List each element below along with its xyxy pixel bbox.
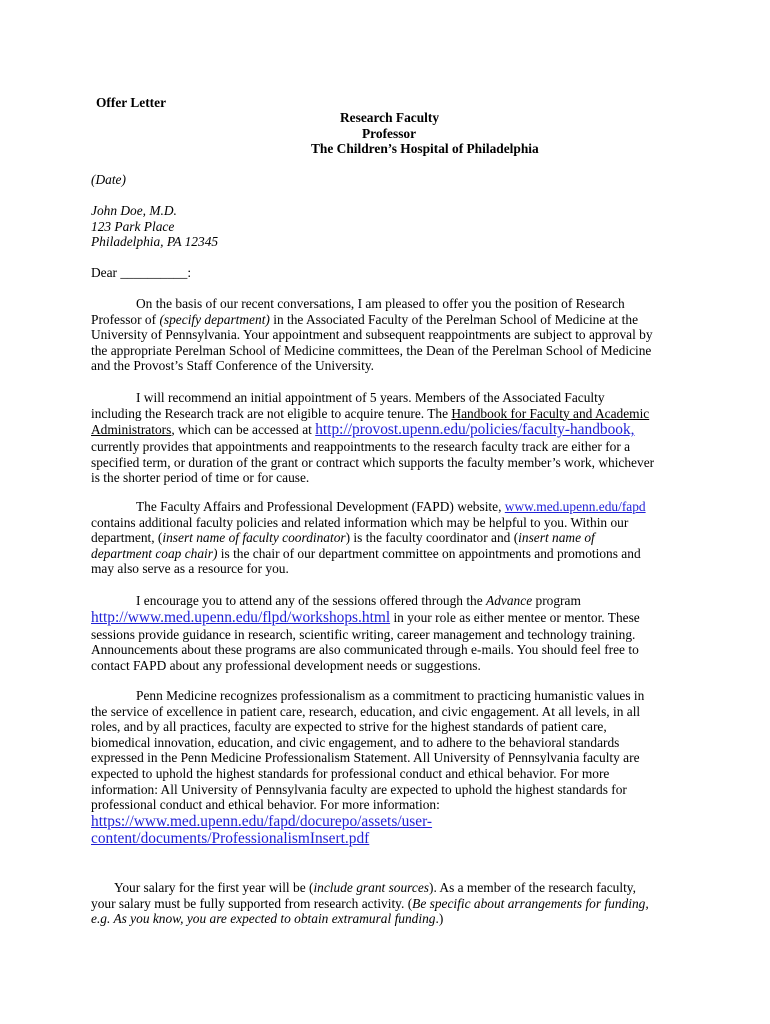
- faculty-coordinator-placeholder: insert name of faculty coordinator: [162, 530, 346, 546]
- paragraph-appointment: [91, 296, 681, 374]
- recipient-name: John Doe, M.D.: [91, 203, 177, 218]
- p3-line1-a: The Faculty Affairs and Professional Development (FAPD) website,: [136, 499, 505, 514]
- professionalism-insert-link-cont[interactable]: content/documents/ProfessionalismInsert.pdf: [91, 830, 370, 848]
- workshops-link[interactable]: http://www.med.upenn.edu/flpd/workshops.html: [91, 608, 391, 626]
- p1-line1: On the basis of our recent conversations, I am pleased to offer you the position of Research: [136, 296, 625, 311]
- p5-line7: information: All University of Pennsylvania faculty are expected to uphold the highest standards for: [91, 781, 627, 797]
- funding-arrangements-placeholder-cont: e.g. As you know, you are expected to obtain extramural funding: [91, 911, 436, 927]
- p2-line1: I will recommend an initial appointment of 5 years. Members of the Associated Faculty: [136, 390, 605, 405]
- paragraph-advance-program: [91, 593, 681, 673]
- p4-line4: Announcements about these programs are also communicated through e-mails. You should feel free to: [91, 642, 639, 658]
- recipient-street: 123 Park Place: [91, 219, 175, 234]
- p2-line6: is the shorter period of time or for cause.: [91, 470, 310, 486]
- p2-line3-b: , which can be accessed at: [171, 422, 316, 438]
- letter-date: (Date): [91, 172, 126, 187]
- p6-line1-c: ). As a member of the research faculty,: [429, 880, 636, 895]
- title-institution: The Children’s Hospital of Philadelphia: [311, 141, 539, 156]
- p1-line2-a: Professor of: [91, 311, 160, 327]
- paragraph-initial-appointment: [91, 390, 681, 486]
- funding-arrangements-placeholder: Be specific about arrangements for funding,: [412, 895, 649, 911]
- p1-line5: and the Provost’s Staff Conference of the University.: [91, 358, 375, 374]
- p5-line1: Penn Medicine recognizes professionalism as a commitment to practicing humanistic values in: [136, 688, 645, 703]
- p5-line6: expected to uphold the highest standards for professional conduct and ethical behavior. For more: [91, 765, 610, 781]
- coap-chair-placeholder: insert name of: [518, 530, 595, 546]
- p5-line2: the service of excellence in patient care, research, education, and civic engagement. At all levels, in all: [91, 703, 641, 719]
- handbook-title-link[interactable]: Handbook for Faculty and Academic: [451, 405, 650, 421]
- p3-line5: may also serve as a resource for you.: [91, 561, 289, 577]
- offer-letter-label: Offer Letter: [96, 95, 167, 110]
- p5-line8: professional conduct and ethical behavior. For more information:: [91, 797, 440, 813]
- advance-program-name: Advance: [486, 593, 533, 608]
- handbook-title-link-cont[interactable]: Administrators: [91, 422, 172, 438]
- p3-line2: contains additional faculty policies and related information which may be helpful to you. Within our: [91, 514, 629, 530]
- p2-line2-a: including the Research track are not eligible to acquire tenure. The: [91, 405, 452, 421]
- salutation: Dear __________:: [91, 265, 192, 280]
- p5-line3: roles, and by all practices, faculty are expected to strive for the highest standards of patient care,: [91, 719, 607, 735]
- p6-line1-a: Your salary for the first year will be (: [114, 880, 314, 895]
- professionalism-insert-link[interactable]: https://www.med.upenn.edu/fapd/docurepo/assets/user-: [91, 812, 433, 830]
- p5-line5: expressed in the Penn Medicine Professionalism Statement. All University of Pennsylvania faculty are: [91, 750, 640, 766]
- p4-line1-a: I encourage you to attend any of the sessions offered through the: [136, 593, 487, 608]
- p4-line3: sessions provide guidance in research, scientific writing, career management and technology training.: [91, 626, 636, 642]
- p2-line5: specified term, or duration of the grant or contract which supports the faculty member’s work, whichever: [91, 454, 655, 470]
- title-research-faculty: Research Faculty: [340, 110, 440, 125]
- p3-line3-c: ) is the faculty coordinator and (: [345, 530, 519, 546]
- p1-line3: University of Pennsylvania. Your appointment and subsequent reappointments are subject to approval by: [91, 327, 653, 343]
- p3-line4-b: is the chair of our department committee on appointments and promotions and: [217, 545, 641, 561]
- p1-line2-c: in the Associated Faculty of the Perelman School of Medicine at the: [269, 311, 639, 327]
- title-professor: Professor: [362, 126, 417, 141]
- p4-line1-c: program: [532, 593, 581, 608]
- recipient-city: Philadelphia, PA 12345: [91, 234, 219, 249]
- p2-line4: currently provides that appointments and reappointments to the research faculty track are either for a: [91, 439, 631, 455]
- faculty-handbook-link[interactable]: http://provost.upenn.edu/policies/faculty-handbook,: [315, 421, 635, 439]
- p4-line5: contact FAPD about any professional development needs or suggestions.: [91, 657, 481, 673]
- p1-line4: the appropriate Perelman School of Medicine committees, the Dean of the Perelman School of Medicine: [91, 342, 652, 358]
- p4-line2-b: in your role as either mentee or mentor. These: [390, 609, 640, 625]
- p6-line3-b: .): [435, 911, 444, 927]
- grant-sources-placeholder: include grant sources: [313, 880, 429, 895]
- p3-line3-a: department, (: [91, 530, 163, 546]
- p1-line2-department: (specify department): [159, 311, 270, 327]
- paragraph-professionalism: [91, 688, 681, 848]
- paragraph-salary: [91, 880, 681, 927]
- p6-line2-a: your salary must be fully supported from research activity. (: [91, 895, 413, 911]
- p5-line4: biomedical innovation, education, and civic engagement, and to adhere to the behavioral standards: [91, 734, 620, 750]
- coap-chair-placeholder-cont: department coap chair): [91, 545, 218, 561]
- fapd-website-link[interactable]: www.med.upenn.edu/fapd: [504, 499, 646, 514]
- paragraph-fapd: [91, 499, 681, 577]
